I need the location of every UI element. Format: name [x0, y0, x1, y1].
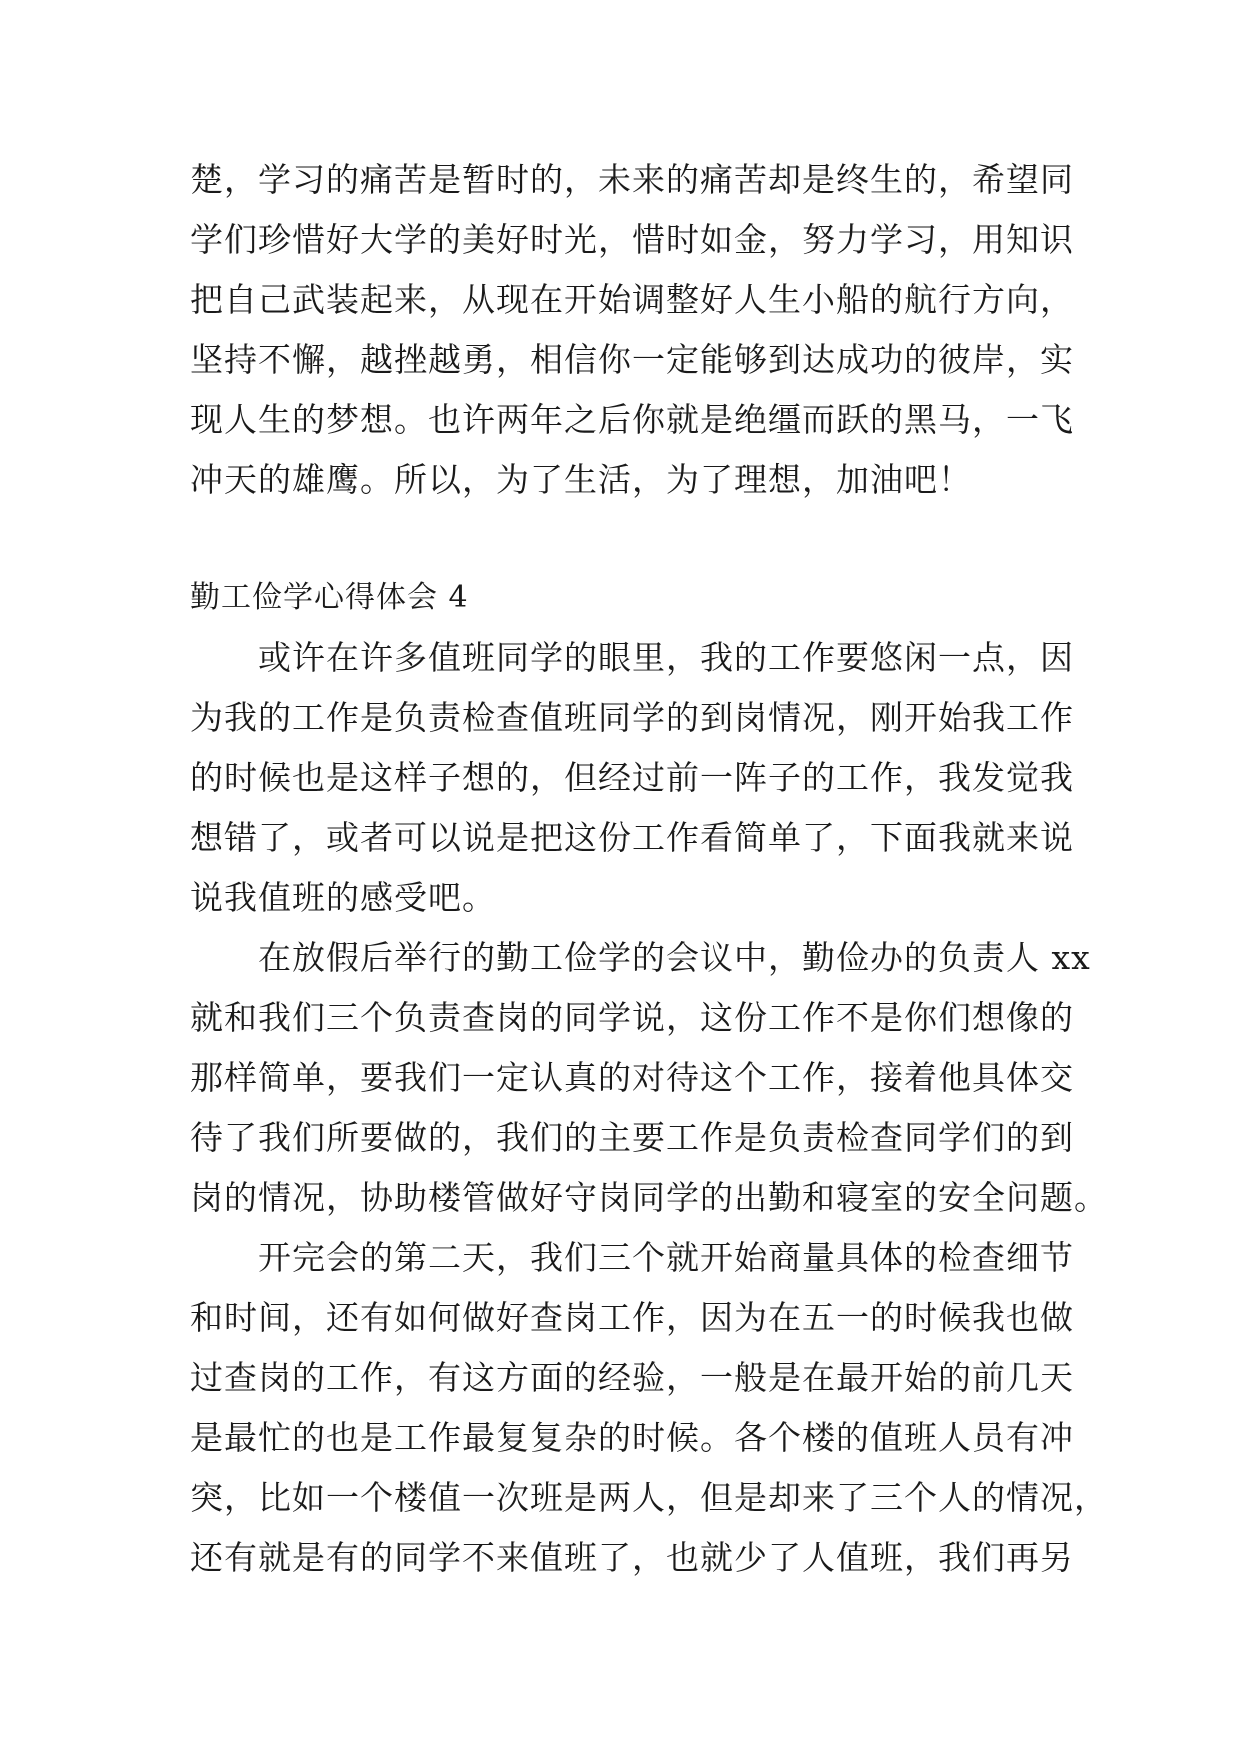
- continuation-paragraph: [190, 150, 1074, 510]
- text-line: 在放假后举行的勤工俭学的会议中，勤俭办的负责人 xx: [190, 938, 1091, 977]
- paragraph: [190, 628, 1074, 928]
- text-line: 说我值班的感受吧。: [190, 878, 496, 917]
- text-line: 那样简单，要我们一定认真的对待这个工作，接着他具体交: [190, 1058, 1074, 1097]
- paragraph: [190, 1228, 1108, 1588]
- text-line: 过查岗的工作，有这方面的经验，一般是在最开始的前几天: [190, 1358, 1074, 1397]
- text-line: 是最忙的也是工作最复复杂的时候。各个楼的值班人员有冲: [190, 1418, 1074, 1457]
- text-line: 和时间，还有如何做好查岗工作，因为在五一的时候我也做: [190, 1298, 1074, 1337]
- text-line: 现人生的梦想。也许两年之后你就是绝缰而跃的黑马，一飞: [190, 400, 1074, 439]
- text-line: 岗的情况，协助楼管做好守岗同学的出勤和寝室的安全问题。: [190, 1178, 1108, 1217]
- text-line: 楚，学习的痛苦是暂时的，未来的痛苦却是终生的，希望同: [190, 160, 1074, 199]
- text-line: 突，比如一个楼值一次班是两人，但是却来了三个人的情况，: [190, 1478, 1108, 1517]
- text-line: 学们珍惜好大学的美好时光，惜时如金，努力学习，用知识: [190, 220, 1074, 259]
- text-line: 坚持不懈，越挫越勇，相信你一定能够到达成功的彼岸，实: [190, 340, 1074, 379]
- text-line: 还有就是有的同学不来值班了，也就少了人值班，我们再另: [190, 1538, 1074, 1577]
- text-line: 就和我们三个负责查岗的同学说，这份工作不是你们想像的: [190, 998, 1074, 1037]
- paragraph: [190, 928, 1108, 1228]
- text-line: 或许在许多值班同学的眼里，我的工作要悠闲一点，因: [190, 638, 1074, 677]
- text-line: 把自己武装起来，从现在开始调整好人生小船的航行方向，: [190, 280, 1074, 319]
- text-line: 冲天的雄鹰。所以，为了生活，为了理想，加油吧！: [190, 460, 972, 499]
- section-title: 勤工俭学心得体会 4: [190, 580, 469, 615]
- text-line: 开完会的第二天，我们三个就开始商量具体的检查细节: [190, 1238, 1074, 1277]
- section-body: [190, 628, 1108, 1588]
- text-line: 待了我们所要做的，我们的主要工作是负责检查同学们的到: [190, 1118, 1074, 1157]
- text-line: 的时候也是这样子想的，但经过前一阵子的工作，我发觉我: [190, 758, 1074, 797]
- text-line: 想错了，或者可以说是把这份工作看简单了，下面我就来说: [190, 818, 1074, 857]
- text-line: 为我的工作是负责检查值班同学的到岗情况，刚开始我工作: [190, 698, 1074, 737]
